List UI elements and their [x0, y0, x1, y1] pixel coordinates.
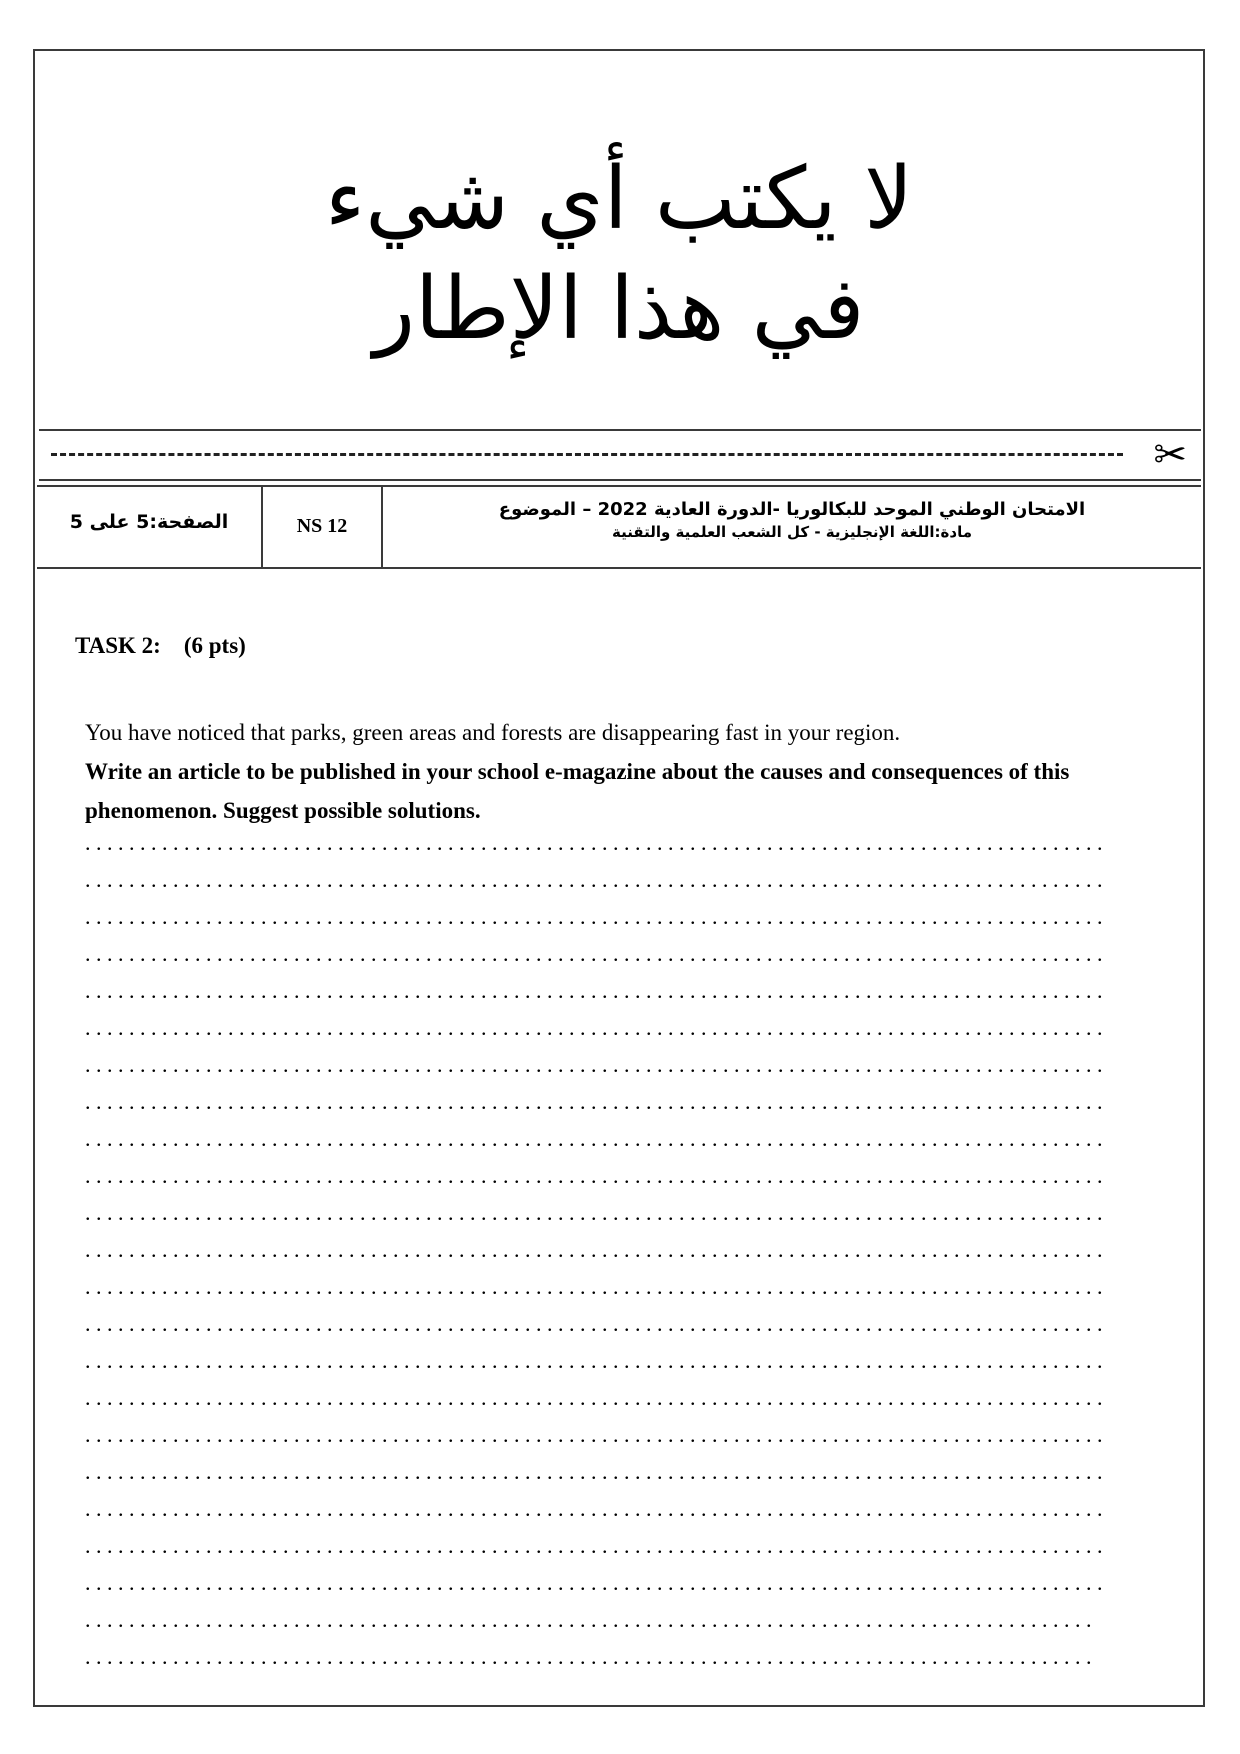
answer-line[interactable]: .............................................................................................	[85, 1348, 1108, 1373]
answer-line[interactable]: .............................................................................................	[85, 1385, 1108, 1410]
exam-code-cell	[263, 487, 383, 567]
answer-line[interactable]: .............................................................................................	[85, 1126, 1108, 1151]
answer-line[interactable]: .............................................................................................	[85, 1015, 1108, 1040]
task-prompt: You have noticed that parks, green areas and forests are disappearing fast in your region.	[85, 720, 901, 745]
answer-line[interactable]: .............................................................................................	[85, 1237, 1108, 1262]
answer-line[interactable]: .............................................................................................	[85, 1163, 1108, 1188]
do-not-write-box	[35, 51, 1203, 433]
answer-line[interactable]: .............................................................................................	[85, 1496, 1108, 1521]
exam-subject: مادة:اللغة الإنجليزية - كل الشعب العلمية والتقنية	[611, 523, 973, 541]
answer-line[interactable]: .............................................................................................	[85, 1533, 1108, 1558]
answer-line[interactable]: .............................................................................................	[85, 867, 1108, 892]
answer-line[interactable]: .............................................................................................	[85, 1200, 1108, 1225]
answer-line[interactable]: .............................................................................................	[85, 1274, 1108, 1299]
answer-line[interactable]: .............................................................................................	[85, 1422, 1108, 1447]
answer-line[interactable]: .............................................................................................	[85, 1089, 1108, 1114]
answer-line[interactable]: .............................................................................................	[85, 1311, 1108, 1336]
answer-line[interactable]: .............................................................................................	[85, 1052, 1108, 1077]
do-not-write-line-1: لا يكتب أي شيء	[324, 149, 914, 249]
scissors-icon: ✂	[1153, 432, 1187, 478]
answer-line[interactable]: ............................................................................................	[85, 1607, 1097, 1632]
dashed-cut-line	[51, 453, 1123, 456]
task-label: TASK 2: (6 pts)	[75, 633, 246, 658]
answer-line[interactable]: .............................................................................................	[85, 904, 1108, 929]
exam-header	[37, 485, 1201, 569]
do-not-write-line-2: في هذا الإطار	[373, 259, 865, 359]
cut-line-strip	[39, 429, 1201, 481]
answer-line[interactable]: .............................................................................................	[85, 1570, 1108, 1595]
answer-line[interactable]: .............................................................................................	[85, 941, 1108, 966]
task-instruction: Write an article to be published in your school e-magazine about the causes and consequences of this phenomenon. Suggest possible solutions.	[85, 759, 1070, 823]
answer-line[interactable]: .............................................................................................	[85, 1459, 1108, 1484]
answer-line[interactable]: ............................................................................................	[85, 1644, 1097, 1669]
answer-line[interactable]: .............................................................................................	[85, 830, 1108, 855]
exam-title-cell	[383, 487, 1201, 567]
exam-code: NS 12	[296, 515, 348, 537]
page-number-cell	[37, 487, 263, 567]
exam-title: الامتحان الوطني الموحد للبكالوريا -الدورة العادية 2022 – الموضوع	[498, 499, 1086, 520]
answer-line[interactable]: .............................................................................................	[85, 978, 1108, 1003]
page-number: الصفحة:5 على 5	[69, 511, 229, 533]
page-frame	[33, 49, 1205, 1707]
